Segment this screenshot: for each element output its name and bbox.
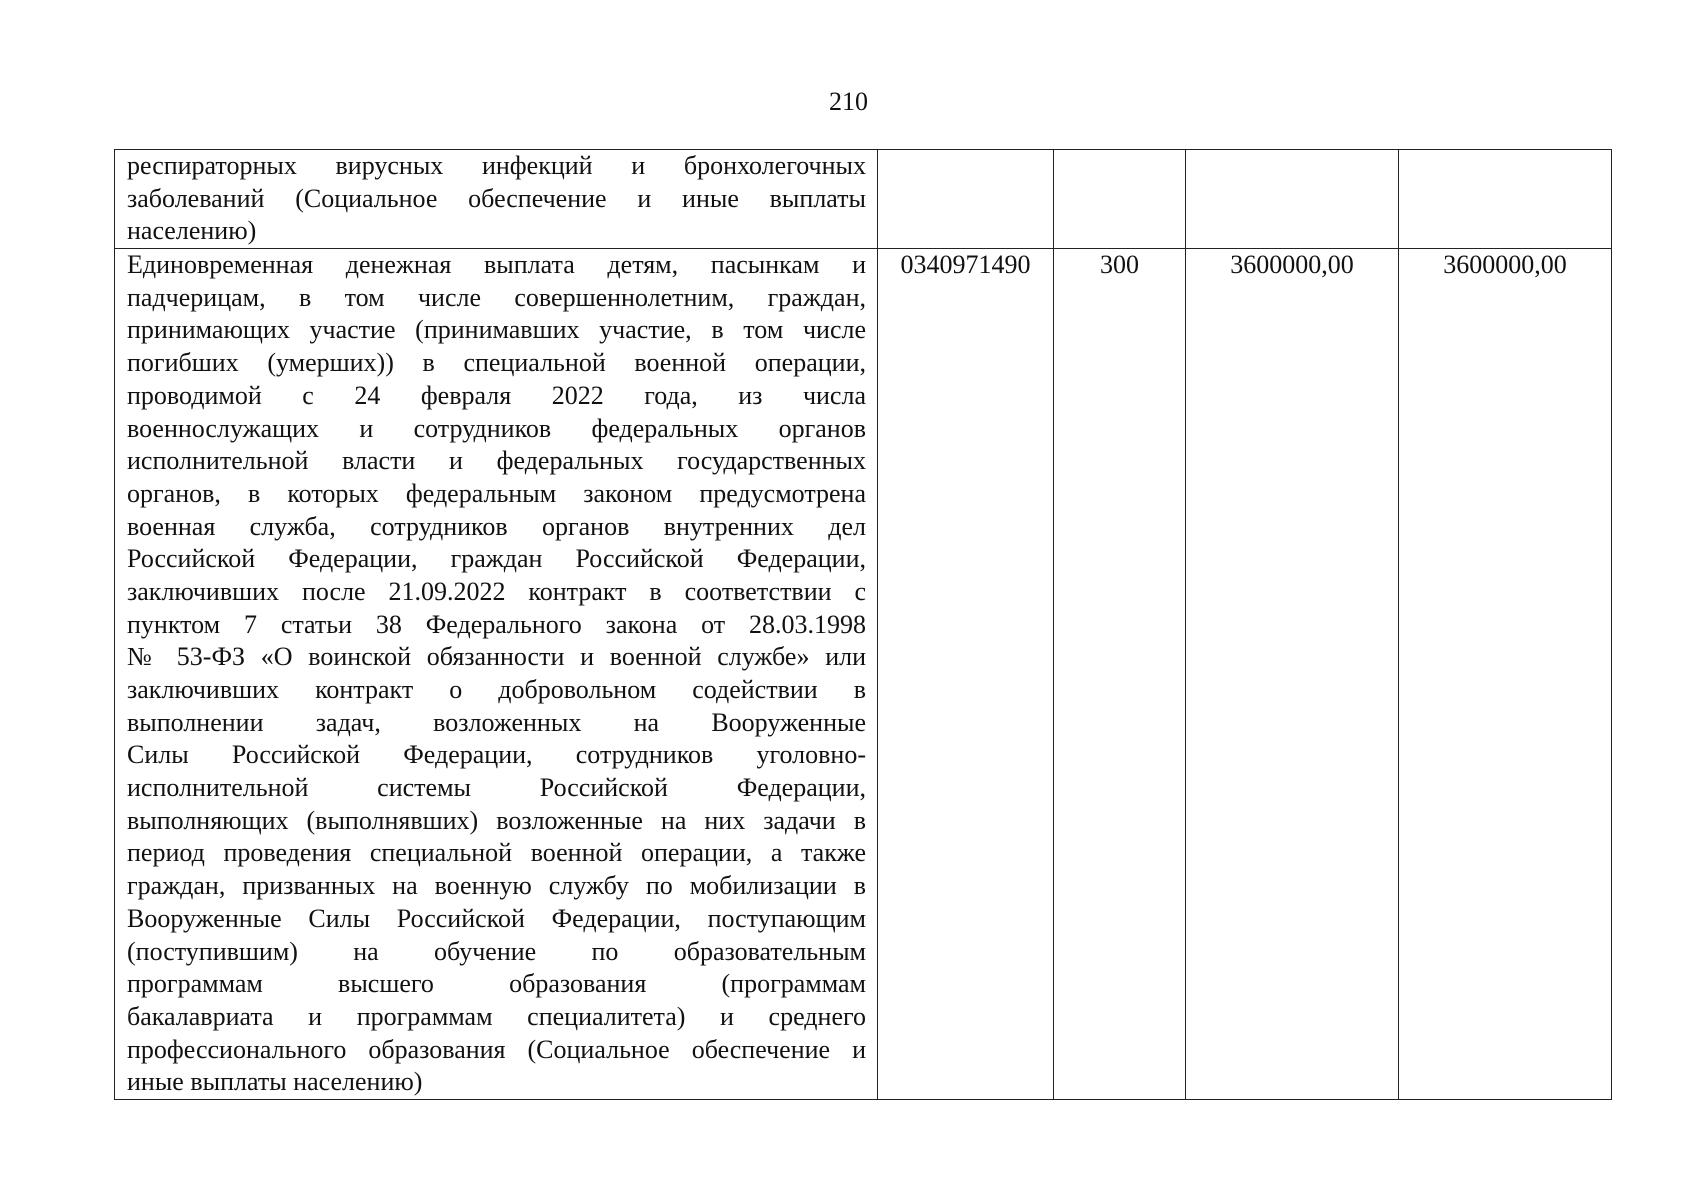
description-cell [115,150,878,249]
expense-type-cell: 300 [1054,249,1186,1100]
budget-table [114,149,1612,1100]
table-row [115,150,1612,249]
amount-cell [1399,150,1612,249]
description-line: военнослужащих и сотрудников федеральных органов [127,413,866,443]
description-line: профессионального образования (Социальное обеспечение и [127,1034,866,1064]
code-cell: 0340971490 [878,249,1054,1100]
amount-cell: 3600000,00 [1186,249,1399,1100]
description-line: Единовременная денежная выплата детям, пасынкам и [127,250,866,280]
amount-cell: 3600000,00 [1399,249,1612,1100]
budget-table-body [115,150,1612,1100]
code-cell [878,150,1054,249]
description-line: проводимой с 24 февраля 2022 года, из числа [127,380,866,410]
description-line: принимающих участие (принимавших участие, в том числе [127,315,866,345]
description-line: заключивших контракт о добровольном содействии в [127,675,866,704]
description-line: населению) [127,216,257,246]
page-number: 210 [829,87,868,116]
description-line: заключивших после 21.09.2022 контракт в соответствии с [127,576,866,606]
description-line: заболеваний (Социальное обеспечение и иные выплаты [127,183,866,213]
description-line: Силы Российской Федерации, сотрудников уголовно- [127,740,866,770]
description-line: респираторных вирусных инфекций и бронхолегочных [127,151,866,180]
amount-cell [1186,150,1399,249]
description-line: выполнении задач, возложенных на Вооруженные [127,707,866,737]
table-row [115,249,1612,1100]
description-line: исполнительной власти и федеральных государственных [127,446,866,476]
description-cell [115,249,878,1100]
description-line: программам высшего образования (программам [127,969,866,999]
description-line: иные выплаты населению) [127,1067,423,1097]
description-line: погибших (умерших)) в специальной военной операции, [127,348,866,378]
description-line: падчерицам, в том числе совершеннолетним, граждан, [127,282,866,312]
description-line: № 53-ФЗ «О воинской обязанности и военной службе» или [127,642,866,672]
description-line: период проведения специальной военной операции, а также [127,838,866,868]
description-line: пунктом 7 статьи 38 Федерального закона от 28.03.1998 [127,609,866,639]
description-line: Вооруженные Силы Российской Федерации, поступающим [127,903,866,933]
description-line: военная служба, сотрудников органов внутренних дел [127,511,866,541]
description-line: исполнительной системы Российской Федерации, [127,773,866,803]
description-line: Российской Федерации, граждан Российской Федерации, [127,544,866,574]
expense-type-cell [1054,150,1186,249]
description-line: граждан, призванных на военную службу по мобилизации в [127,871,866,901]
description-line: органов, в которых федеральным законом предусмотрена [127,478,866,508]
description-line: выполняющих (выполнявших) возложенные на них задачи в [127,805,866,835]
description-line: (поступившим) на обучение по образовательным [127,936,866,966]
description-line: бакалавриата и программам специалитета) и среднего [127,1001,866,1031]
